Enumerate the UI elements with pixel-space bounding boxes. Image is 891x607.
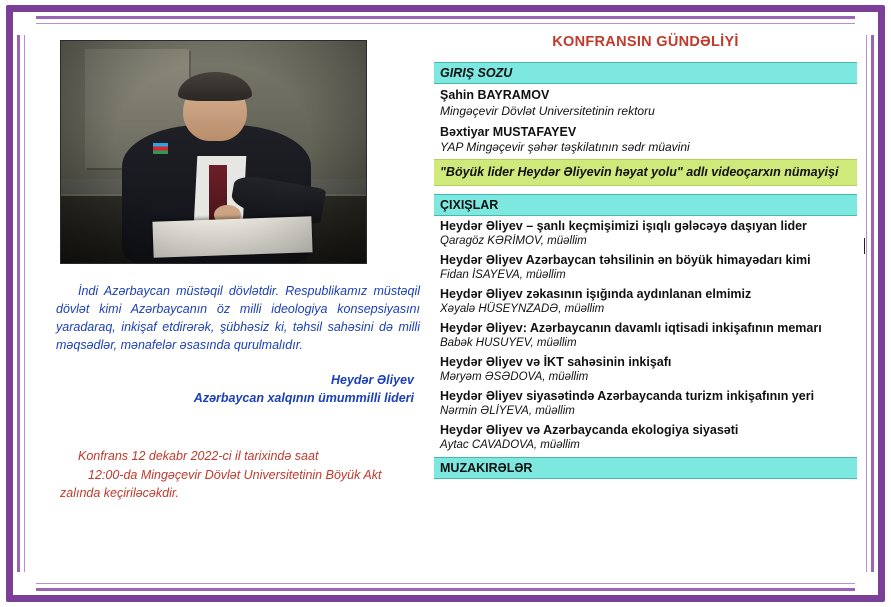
talk-author: Nərmin ƏLİYEVA, müəllim <box>440 405 575 418</box>
quote-author <box>38 371 414 407</box>
talk-title: Heydər Əliyev siyasətində Azərbaycanda turizm inkişafının yeri <box>440 388 815 403</box>
talk-title: Heydər Əliyev və Azərbaycanda ekologiya siyasəti <box>440 422 739 437</box>
corner-ornament-bottom-left <box>10 572 36 598</box>
section-heading-talks: ÇIXIŞLAR <box>434 194 857 216</box>
conference-note-line-1: Konfrans 12 dekabr 2022-ci il tarixində saat <box>78 448 319 463</box>
video-screening-item: "Böyük lider Heydər Əliyevin həyat yolu" adlı videoçarxın nümayişi <box>434 159 857 185</box>
list-item <box>434 284 857 318</box>
section-heading-discussions: MUZAKIRƏLƏR <box>434 457 857 479</box>
conference-note <box>60 447 416 503</box>
speaker-role: YAP Mingəçevir şəhər təşkilatının sədr müavini <box>440 140 690 155</box>
speaker-role: Mingəçevir Dövlət Universitetinin rektoru <box>440 103 655 118</box>
right-column <box>434 30 859 578</box>
quote-author-name: Heydər Əliyev <box>330 372 414 387</box>
list-item <box>434 250 857 284</box>
talk-title: Heydər Əliyev – şanlı keçmişimizi işıqlı gələcəyə daşıyan lider <box>440 218 807 233</box>
page-title: KONFRANSIN GÜNDƏLİYİ <box>552 34 739 50</box>
list-item <box>434 121 857 158</box>
list-item <box>434 84 857 121</box>
conference-note-line-2: 12:00-da Mingəçevir Dövlət Universitetinin Böyük Akt <box>88 467 382 482</box>
list-item <box>434 318 857 352</box>
list-item <box>434 420 857 454</box>
text-cursor <box>864 238 865 254</box>
section-heading-opening: GIRIŞ SOZU <box>434 62 857 84</box>
talk-title: Heydər Əliyev Azərbaycan təhsilinin ən böyük himayədarı kimi <box>440 252 811 267</box>
talk-author: Xəyalə HÜSEYNZADƏ, müəllim <box>440 303 605 316</box>
talk-author: Babək HUSUYEV, müəllim <box>440 337 577 350</box>
talk-author: Qaragöz KƏRİMOV, müəllim <box>440 235 587 248</box>
conference-note-line-3: zalında keçiriləcəkdir. <box>60 486 180 501</box>
section-spacer <box>434 186 857 194</box>
speaker-name: Şahin BAYRAMOV <box>440 88 550 102</box>
list-item <box>434 216 857 250</box>
document-content <box>34 30 859 578</box>
corner-ornament-top-left <box>10 9 36 35</box>
list-item <box>434 352 857 386</box>
talk-title: Heydər Əliyev: Azərbaycanın davamlı iqtisadi inkişafının memarı <box>440 320 822 335</box>
talk-author: Fidan İSAYEVA, müəllim <box>440 269 566 282</box>
portrait-photo <box>60 40 367 264</box>
quote-text: İndi Azərbaycan müstəqil dövlətdir. Respublikamız müstəqil dövlət kimi Azərbaycanın öz milli ideologiya konsepsiyasını yaradaraq, inkişaf etdirərək, şübhəsiz ki, təhsil sahəsini də milli məqsədlər, mənafelər əsasında qurulmalıdır. <box>56 284 420 353</box>
photo-vignette <box>61 41 366 263</box>
left-column <box>34 30 434 578</box>
talk-title: Heydər Əliyev və İKT sahəsinin inkişafı <box>440 354 672 369</box>
quote-author-title: Azərbaycan xalqının ümummilli lideri <box>193 390 414 405</box>
speaker-name: Bəxtiyar MUSTAFAYEV <box>440 124 577 139</box>
portrait-photo-image <box>61 41 366 263</box>
talk-author: Aytac CAVADOVA, müəllim <box>440 439 580 452</box>
talk-author: Məryəm ƏSƏDOVA, müəllim <box>440 371 589 384</box>
list-item <box>434 386 857 420</box>
talk-title: Heydər Əliyev zəkasının işığında aydınlanan elmimiz <box>440 286 752 301</box>
talks-list <box>434 216 857 454</box>
